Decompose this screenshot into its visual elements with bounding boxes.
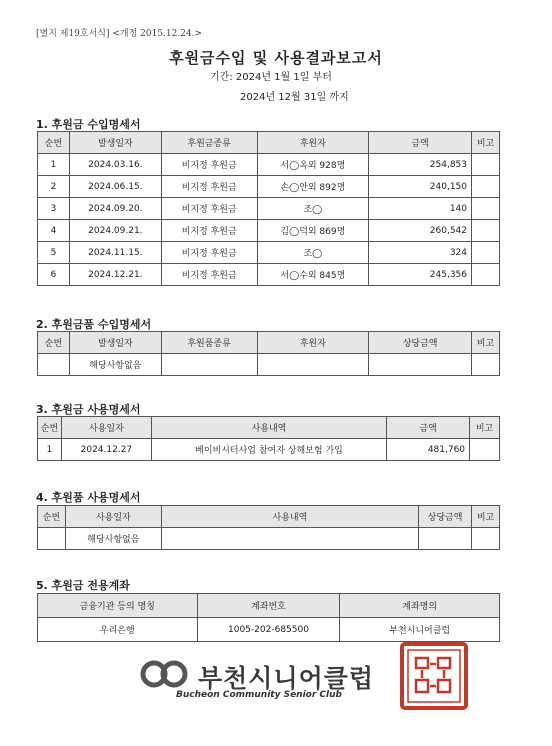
form-number: [별지 제19호서식] <개정 2015.12.24.> bbox=[36, 29, 203, 39]
cell-amount: 481,760 bbox=[387, 439, 470, 461]
header-cell: 발생일자 bbox=[69, 132, 161, 154]
cell-account-number: 1005-202-685500 bbox=[197, 618, 340, 642]
cell-no: 1 bbox=[38, 154, 70, 176]
header-cell: 금액 bbox=[369, 132, 472, 154]
cell-no: 2 bbox=[38, 176, 70, 198]
organization-name: 부천시니어클럽 bbox=[198, 664, 375, 693]
period-start: 기간: 2024년 1월 1일 부터 bbox=[210, 72, 332, 83]
cell-date: 2024.12.27 bbox=[61, 439, 151, 461]
cell-no: 5 bbox=[38, 242, 70, 264]
table-header-row bbox=[38, 506, 500, 528]
goods-expense-table bbox=[37, 505, 500, 550]
header-cell: 순번 bbox=[38, 417, 62, 439]
period-end: 2024년 12월 31일 까지 bbox=[240, 92, 349, 103]
table-row bbox=[38, 220, 500, 242]
cell-note bbox=[470, 439, 500, 461]
cell-note bbox=[472, 154, 500, 176]
section-title-goods-income: 2. 후원금품 수입명세서 bbox=[36, 318, 152, 331]
header-cell: 금융기관 등의 명칭 bbox=[38, 594, 198, 618]
cell-note bbox=[472, 354, 500, 376]
header-cell: 순번 bbox=[38, 132, 70, 154]
table-row bbox=[38, 242, 500, 264]
header-cell: 발생일자 bbox=[69, 332, 161, 354]
cell-note bbox=[472, 528, 500, 550]
section-title-goods-expense: 4. 후원품 사용명세서 bbox=[36, 491, 141, 504]
header-cell: 사용일자 bbox=[61, 417, 151, 439]
cell-account-holder: 부천시니어클럽 bbox=[340, 618, 500, 642]
cell-type: 비지정 후원금 bbox=[161, 154, 257, 176]
cell-donor: 서◯수외 845명 bbox=[257, 264, 369, 286]
header-cell: 계좌명의 bbox=[340, 594, 500, 618]
cell-type: 비지정 후원금 bbox=[161, 220, 257, 242]
cell-date: 2024.09.20. bbox=[69, 198, 161, 220]
cell-note bbox=[472, 264, 500, 286]
header-cell: 순번 bbox=[38, 332, 70, 354]
cell-donor: 조◯ bbox=[257, 242, 369, 264]
header-cell: 후원자 bbox=[257, 132, 369, 154]
table-row bbox=[38, 264, 500, 286]
cell-date: 2024.03.16. bbox=[69, 154, 161, 176]
cell-type: 비지정 후원금 bbox=[161, 242, 257, 264]
cell-date: 2024.12.21. bbox=[69, 264, 161, 286]
cell-type: 비지정 후원금 bbox=[161, 264, 257, 286]
table-row bbox=[38, 528, 500, 550]
section-title-expense: 3. 후원금 사용명세서 bbox=[36, 403, 141, 416]
cell-donor: 서◯옥외 928명 bbox=[257, 154, 369, 176]
table-row bbox=[38, 439, 500, 461]
cell-date: 2024.09.21. bbox=[69, 220, 161, 242]
cell-donor: 김◯덕외 869명 bbox=[257, 220, 369, 242]
cell-no bbox=[38, 354, 70, 376]
cell-date: 해당사항없음 bbox=[69, 354, 161, 376]
header-cell: 사용일자 bbox=[65, 506, 161, 528]
cell-amount: 140 bbox=[369, 198, 472, 220]
cell-no: 1 bbox=[38, 439, 62, 461]
table-header-row bbox=[38, 132, 500, 154]
cell-type bbox=[161, 354, 257, 376]
expense-table bbox=[37, 416, 500, 461]
cell-note bbox=[472, 242, 500, 264]
cell-type: 비지정 후원금 bbox=[161, 176, 257, 198]
section-title-account: 5. 후원금 전용계좌 bbox=[36, 579, 130, 592]
header-cell: 비고 bbox=[472, 132, 500, 154]
table-row bbox=[38, 354, 500, 376]
club-logo-icon bbox=[140, 657, 192, 691]
organization-subtitle: Bucheon Community Senior Club bbox=[176, 690, 342, 700]
cell-date: 2024.11.15. bbox=[69, 242, 161, 264]
cell-no: 3 bbox=[38, 198, 70, 220]
header-cell: 비고 bbox=[470, 417, 500, 439]
header-cell: 상당금액 bbox=[369, 332, 472, 354]
table-header-row bbox=[38, 594, 500, 618]
official-seal-stamp bbox=[398, 640, 470, 712]
table-row bbox=[38, 198, 500, 220]
page-title: 후원금수입 및 사용결과보고서 bbox=[169, 49, 383, 67]
header-cell: 후원금종류 bbox=[161, 132, 257, 154]
cell-date: 2024.06.15. bbox=[69, 176, 161, 198]
header-cell: 계좌번호 bbox=[197, 594, 340, 618]
cell-no: 6 bbox=[38, 264, 70, 286]
header-cell: 후원품종류 bbox=[161, 332, 257, 354]
cell-date: 해당사항없음 bbox=[65, 528, 161, 550]
cell-description: 베이비시터사업 참여자 상해보험 가입 bbox=[151, 439, 386, 461]
cell-note bbox=[472, 198, 500, 220]
cell-amount bbox=[369, 354, 472, 376]
cell-type: 비지정 후원금 bbox=[161, 198, 257, 220]
cell-bank: 우리은행 bbox=[38, 618, 198, 642]
header-cell: 금액 bbox=[387, 417, 470, 439]
cell-donor: 손◯안외 892명 bbox=[257, 176, 369, 198]
table-row bbox=[38, 176, 500, 198]
table-header-row bbox=[38, 417, 500, 439]
header-cell: 상당금액 bbox=[419, 506, 472, 528]
cell-amount: 260,542 bbox=[369, 220, 472, 242]
organization-logo bbox=[140, 655, 410, 707]
cell-no bbox=[38, 528, 66, 550]
header-cell: 사용내역 bbox=[151, 417, 386, 439]
cell-note bbox=[472, 176, 500, 198]
header-cell: 후원자 bbox=[257, 332, 369, 354]
cell-donor: 조◯ bbox=[257, 198, 369, 220]
account-table bbox=[37, 593, 500, 642]
cell-amount: 240,150 bbox=[369, 176, 472, 198]
table-header-row bbox=[38, 332, 500, 354]
cell-amount: 324 bbox=[369, 242, 472, 264]
table-row bbox=[38, 618, 500, 642]
section-title-income: 1. 후원금 수입명세서 bbox=[36, 118, 141, 131]
header-cell: 순번 bbox=[38, 506, 66, 528]
cell-amount: 245,356 bbox=[369, 264, 472, 286]
cell-note bbox=[472, 220, 500, 242]
table-row bbox=[38, 154, 500, 176]
cell-no: 4 bbox=[38, 220, 70, 242]
header-cell: 비고 bbox=[472, 506, 500, 528]
goods-income-table bbox=[37, 331, 500, 376]
cell-description bbox=[161, 528, 418, 550]
cell-donor bbox=[257, 354, 369, 376]
cell-amount: 254,853 bbox=[369, 154, 472, 176]
income-table bbox=[37, 131, 500, 286]
cell-amount bbox=[419, 528, 472, 550]
header-cell: 비고 bbox=[472, 332, 500, 354]
header-cell: 사용내역 bbox=[161, 506, 418, 528]
